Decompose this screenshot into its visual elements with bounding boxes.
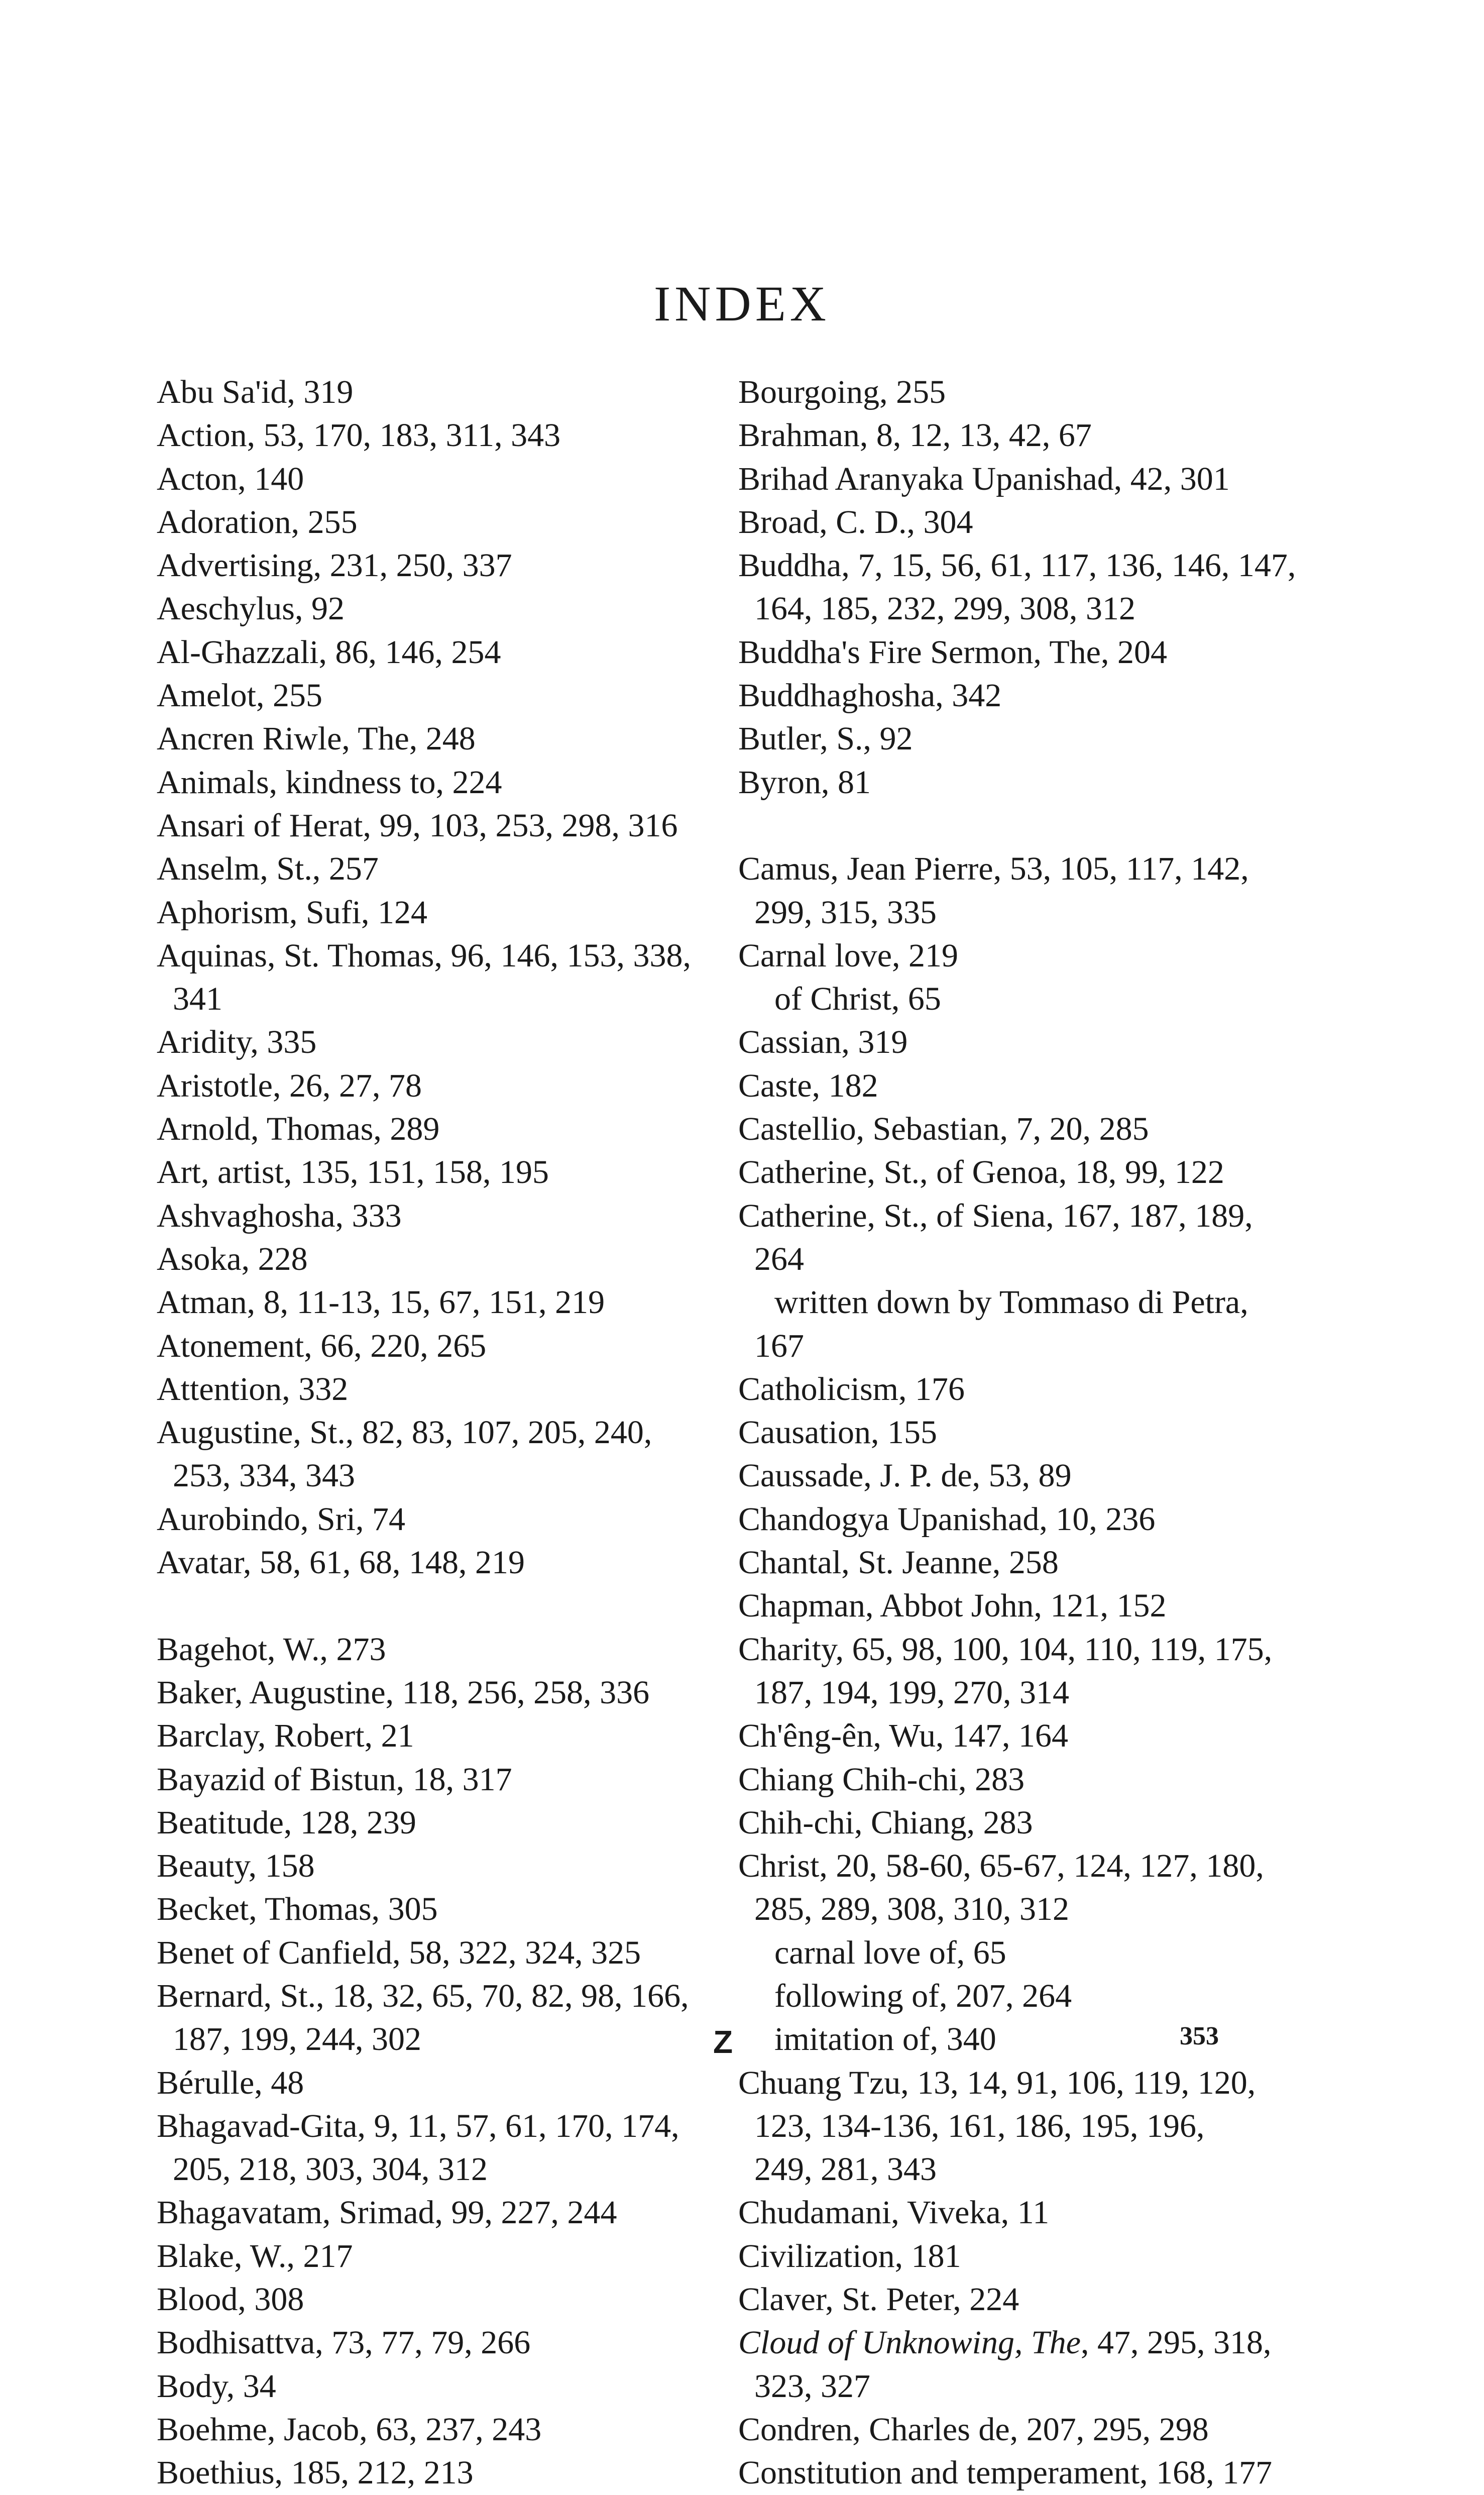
index-entry: Brihad Aranyaka Upanishad, 42, 301 [738, 460, 1230, 497]
index-entry: Camus, Jean Pierre, 53, 105, 117, 142, [738, 850, 1249, 888]
index-entry: Benet of Canfield, 58, 322, 324, 325 [157, 1934, 641, 1971]
index-column-right [738, 371, 1391, 2495]
index-entry: Amelot, 255 [157, 677, 322, 714]
index-entry: Bhagavatam, Srimad, 99, 227, 244 [157, 2194, 617, 2231]
index-entry: Bernard, St., 18, 32, 65, 70, 82, 98, 166, [157, 1977, 689, 2014]
index-entry: Chiang Chih-chi, 283 [738, 1761, 1025, 1798]
index-entry: Buddha, 7, 15, 56, 61, 117, 136, 146, 147, [738, 547, 1296, 584]
index-entry [738, 2321, 1391, 2364]
index-entry: Ansari of Herat, 99, 103, 253, 298, 316 [157, 807, 678, 844]
index-entry-continuation: 253, 334, 343 [173, 1457, 355, 1494]
index-entry-continuation: 285, 289, 308, 310, 312 [754, 1891, 1069, 1928]
index-entry: Civilization, 181 [738, 2237, 961, 2274]
index-entry: Adoration, 255 [157, 503, 358, 540]
index-entry: Castellio, Sebastian, 7, 20, 285 [738, 1111, 1149, 1148]
index-entry: Boethius, 185, 212, 213 [157, 2454, 474, 2491]
index-entry: Chantal, St. Jeanne, 258 [738, 1544, 1059, 1581]
index-subentry: carnal love of, 65 [774, 1934, 1006, 1971]
index-entry: Broad, C. D., 304 [738, 503, 973, 540]
index-spacer [157, 1584, 709, 1628]
index-entry: Aristotle, 26, 27, 78 [157, 1067, 422, 1104]
index-entry: Beatitude, 128, 239 [157, 1804, 416, 1841]
index-entry: Art, artist, 135, 151, 158, 195 [157, 1154, 549, 1191]
index-subentry: written down by Tommaso di Petra, [774, 1284, 1248, 1321]
index-entry: Al-Ghazzali, 86, 146, 254 [157, 633, 501, 671]
index-column-left [157, 371, 709, 2495]
index-subentry: imitation of, 340 [774, 2021, 996, 2058]
index-entry: Causation, 155 [738, 1414, 937, 1451]
index-entry: Aphorism, Sufi, 124 [157, 894, 428, 931]
index-entry: Aridity, 335 [157, 1024, 317, 1061]
index-entry: Catherine, St., of Genoa, 18, 99, 122 [738, 1154, 1224, 1191]
index-entry-continuation: 187, 194, 199, 270, 314 [754, 1674, 1069, 1711]
index-entry: Caste, 182 [738, 1067, 878, 1104]
index-entry: Condren, Charles de, 207, 295, 298 [738, 2411, 1209, 2448]
index-entry-continuation: 341 [173, 981, 222, 1018]
index-entry-continuation: 167 [754, 1327, 804, 1364]
index-entry-continuation: 123, 134-136, 161, 186, 195, 196, [754, 2107, 1205, 2144]
index-entry: Ch'êng-ên, Wu, 147, 164 [738, 1717, 1068, 1755]
index-entry-pages: , 47, 295, 318, [1081, 2324, 1272, 2361]
index-entry: Blood, 308 [157, 2281, 304, 2318]
index-entry: Beauty, 158 [157, 1848, 315, 1885]
index-entry-continuation: 187, 199, 244, 302 [173, 2021, 421, 2058]
index-entry: Action, 53, 170, 183, 311, 343 [157, 417, 561, 454]
index-entry: Body, 34 [157, 2367, 276, 2405]
index-entry: Carnal love, 219 [738, 937, 959, 974]
index-entry: Catherine, St., of Siena, 167, 187, 189, [738, 1197, 1253, 1234]
index-entry: Constitution and temperament, 168, 177 [738, 2454, 1273, 2491]
index-entry: Catholicism, 176 [738, 1370, 965, 1407]
index-entry: Bodhisattva, 73, 77, 79, 266 [157, 2324, 531, 2361]
page-title: INDEX [653, 276, 831, 332]
index-entry: Chandogya Upanishad, 10, 236 [738, 1500, 1156, 1538]
index-entry: Chuang Tzu, 13, 14, 91, 106, 119, 120, [738, 2064, 1256, 2101]
index-entry: Attention, 332 [157, 1370, 349, 1407]
index-entry: Bérulle, 48 [157, 2064, 304, 2101]
index-entry: Ancren Riwle, The, 248 [157, 720, 476, 757]
index-entry: Baker, Augustine, 118, 256, 258, 336 [157, 1674, 650, 1711]
index-entry: Ashvaghosha, 333 [157, 1197, 402, 1234]
index-entry: Brahman, 8, 12, 13, 42, 67 [738, 417, 1092, 454]
index-entry: Aeschylus, 92 [157, 590, 345, 627]
index-entry: Byron, 81 [738, 764, 871, 801]
index-entry: Christ, 20, 58-60, 65-67, 124, 127, 180, [738, 1848, 1264, 1885]
index-entry: Blake, W., 217 [157, 2237, 353, 2274]
index-entry: Anselm, St., 257 [157, 850, 379, 888]
index-entry-continuation: 205, 218, 303, 304, 312 [173, 2151, 488, 2188]
index-entry-continuation: 299, 315, 335 [754, 894, 937, 931]
index-spacer [738, 804, 1391, 847]
index-entry: Chih-chi, Chiang, 283 [738, 1804, 1033, 1841]
index-entry: Animals, kindness to, 224 [157, 764, 502, 801]
signature-mark: Z [713, 2024, 733, 2060]
index-entry: Buddhaghosha, 342 [738, 677, 1002, 714]
index-entry: Bourgoing, 255 [738, 374, 946, 410]
index-entry: Bagehot, W., 273 [157, 1631, 386, 1668]
index-entry-continuation: 264 [754, 1240, 804, 1277]
index-entry: Advertising, 231, 250, 337 [157, 547, 512, 584]
index-entry: Abu Sa'id, 319 [157, 374, 354, 410]
index-entry: Chapman, Abbot John, 121, 152 [738, 1587, 1167, 1624]
index-entry: Augustine, St., 82, 83, 107, 205, 240, [157, 1414, 652, 1451]
index-entry: Arnold, Thomas, 289 [157, 1111, 440, 1148]
index-entry-continuation: 249, 281, 343 [754, 2151, 937, 2188]
index-entry: Atonement, 66, 220, 265 [157, 1327, 487, 1364]
index-entry-continuation: 164, 185, 232, 299, 308, 312 [754, 590, 1135, 627]
index-subentry: of Christ, 65 [774, 981, 941, 1018]
page-number: 353 [1180, 2022, 1219, 2050]
index-entry: Caussade, J. P. de, 53, 89 [738, 1457, 1072, 1494]
index-entry: Asoka, 228 [157, 1240, 308, 1277]
index-entry: Charity, 65, 98, 100, 104, 110, 119, 175, [738, 1631, 1273, 1668]
index-entry: Bayazid of Bistun, 18, 317 [157, 1761, 512, 1798]
index-entry: Acton, 140 [157, 460, 304, 497]
index-entry: Claver, St. Peter, 224 [738, 2281, 1019, 2318]
index-entry: Boehme, Jacob, 63, 237, 243 [157, 2411, 542, 2448]
index-entry: Cassian, 319 [738, 1024, 908, 1061]
index-entry: Bhagavad-Gita, 9, 11, 57, 61, 170, 174, [157, 2107, 679, 2144]
index-entry: Avatar, 58, 61, 68, 148, 219 [157, 1544, 525, 1581]
index-entry: Butler, S., 92 [738, 720, 913, 757]
index-subentry: following of, 207, 264 [774, 1977, 1072, 2014]
index-entry: Barclay, Robert, 21 [157, 1717, 414, 1755]
index-entry: Aurobindo, Sri, 74 [157, 1500, 405, 1538]
index-entry: Buddha's Fire Sermon, The, 204 [738, 633, 1167, 671]
index-entry: Aquinas, St. Thomas, 96, 146, 153, 338, [157, 937, 691, 974]
index-entry: Chudamani, Viveka, 11 [738, 2194, 1050, 2231]
index-entry: Atman, 8, 11-13, 15, 67, 151, 219 [157, 1284, 605, 1321]
index-entry-continuation: 323, 327 [754, 2367, 870, 2405]
index-entry-title: Cloud of Unknowing, The [738, 2324, 1081, 2361]
index-entry: Becket, Thomas, 305 [157, 1891, 438, 1928]
